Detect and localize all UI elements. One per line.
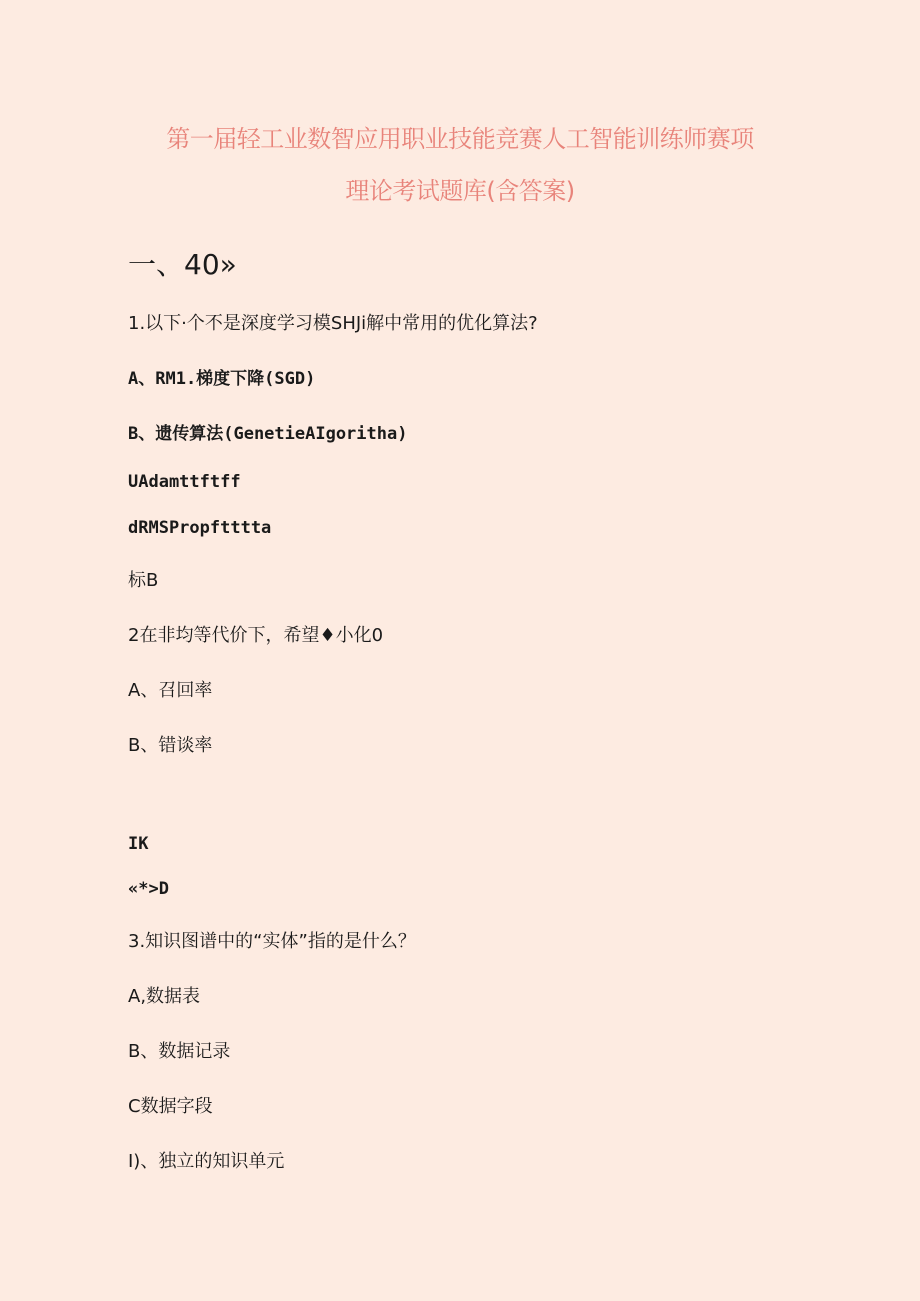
question-1-text: 1.以下·个不是深度学习模SHJi解中常用的优化算法? xyxy=(128,313,538,334)
question-1-option-b: B、遗传算法(GenetieAIgoritha) xyxy=(128,424,408,444)
question-3-option-c: C数据字段 xyxy=(128,1096,213,1117)
document-title-line2: 理论考试题库(含答案) xyxy=(345,177,575,205)
question-1-option-d: dRMSPropftttta xyxy=(128,518,272,538)
question-2-option-d: «*>D xyxy=(128,879,169,899)
question-3-option-a: A,数据表 xyxy=(128,986,201,1007)
section-heading: 一、40» xyxy=(128,248,237,281)
document-title-line1: 第一届轻工业数智应用职业技能竞赛人工智能训练师赛项 xyxy=(166,125,754,153)
question-2-option-c: IK xyxy=(128,834,149,854)
question-3-option-b: B、数据记录 xyxy=(128,1041,231,1062)
question-1-option-a: A、RM1.梯度下降(SGD) xyxy=(128,369,316,389)
question-1-answer: 标B xyxy=(128,570,159,591)
question-3-option-d: I)、独立的知识单元 xyxy=(128,1151,285,1172)
question-1-option-c: UAdamttftff xyxy=(128,472,241,492)
question-3-text: 3.知识图谱中的“实体”指的是什么？ xyxy=(128,931,416,952)
question-2-text: 2在非均等代价下，希望♦小化0 xyxy=(128,625,384,646)
question-2-option-a: A、召回率 xyxy=(128,680,213,701)
question-2-option-b: B、错谈率 xyxy=(128,735,213,756)
